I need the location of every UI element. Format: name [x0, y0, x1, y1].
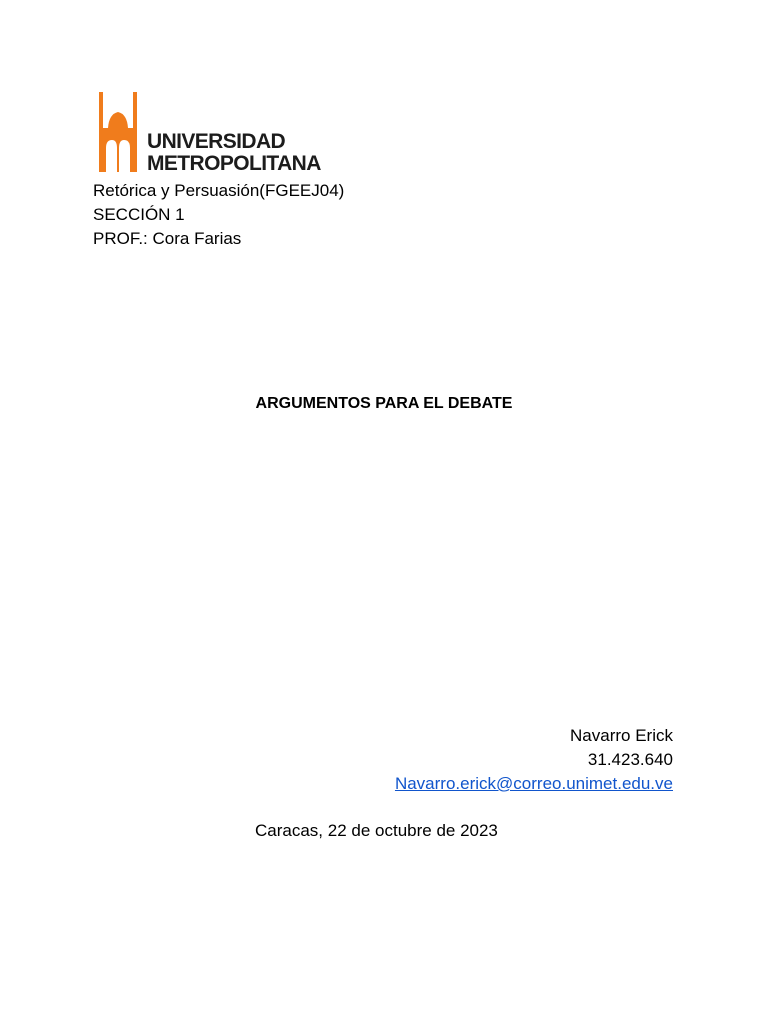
unimet-arch-logo-icon [97, 88, 141, 176]
professor-label: PROF.: Cora Farias [93, 229, 242, 248]
author-name: Navarro Erick [570, 726, 673, 745]
author-email-link[interactable]: Navarro.erick@correo.unimet.edu.ve [394, 774, 673, 793]
document-title: ARGUMENTOS PARA EL DEBATE [255, 395, 513, 412]
logo-line-2: METROPOLITANA [147, 152, 321, 175]
course-name: Retórica y Persuasión(FGEEJ04) [93, 181, 345, 200]
author-block [395, 724, 673, 796]
university-logo [97, 88, 322, 178]
date-line: Caracas, 22 de octubre de 2023 [255, 821, 498, 840]
course-header [93, 179, 344, 251]
section-label: SECCIÓN 1 [93, 205, 185, 224]
author-id-number: 31.423.640 [587, 750, 673, 769]
logo-line-1: UNIVERSIDAD [147, 130, 286, 153]
logo-wordmark [147, 131, 321, 175]
